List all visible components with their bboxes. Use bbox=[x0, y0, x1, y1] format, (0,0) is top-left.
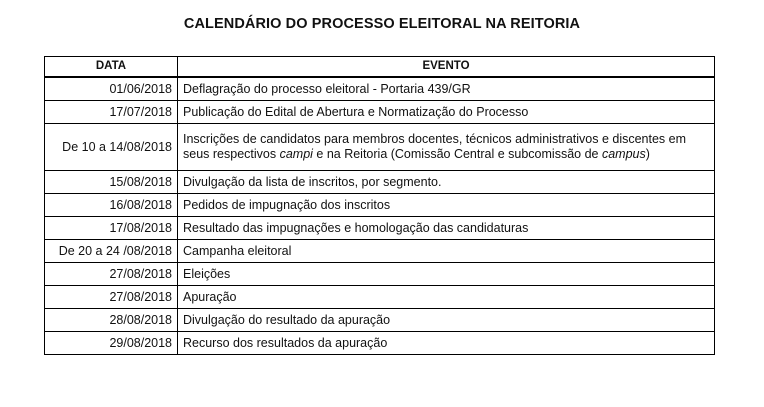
row-date: De 10 a 14/08/2018 bbox=[45, 124, 178, 171]
table-row bbox=[45, 77, 715, 101]
row-date: 16/08/2018 bbox=[45, 194, 178, 217]
table-header-row bbox=[45, 57, 715, 78]
row-date: 28/08/2018 bbox=[45, 309, 178, 332]
row-date: 29/08/2018 bbox=[45, 332, 178, 355]
calendar-table bbox=[44, 56, 715, 355]
table-row bbox=[45, 240, 715, 263]
row-date: 01/06/2018 bbox=[45, 77, 178, 101]
event-text: Inscrições de candidatos para membros docentes, técnicos administrativos e discentes em seus respectivos bbox=[183, 132, 687, 161]
page-title: CALENDÁRIO DO PROCESSO ELEITORAL NA REITORIA bbox=[183, 16, 581, 32]
table-row bbox=[45, 171, 715, 194]
row-date: 17/07/2018 bbox=[45, 101, 178, 124]
row-event: Resultado das impugnações e homologação das candidaturas bbox=[178, 217, 715, 240]
row-event: Divulgação do resultado da apuração bbox=[178, 309, 715, 332]
event-text: e na Reitoria (Comissão Central e subcomissão de bbox=[312, 147, 602, 161]
row-date: 27/08/2018 bbox=[45, 263, 178, 286]
table-row bbox=[45, 101, 715, 124]
row-event: Eleições bbox=[178, 263, 715, 286]
row-event: Campanha eleitoral bbox=[178, 240, 715, 263]
column-header-event: EVENTO bbox=[178, 57, 715, 78]
row-event: Apuração bbox=[178, 286, 715, 309]
row-date: De 20 a 24 /08/2018 bbox=[45, 240, 178, 263]
table-row bbox=[45, 263, 715, 286]
row-event: Divulgação da lista de inscritos, por segmento. bbox=[178, 171, 715, 194]
row-date: 17/08/2018 bbox=[45, 217, 178, 240]
table-row bbox=[45, 309, 715, 332]
row-date: 27/08/2018 bbox=[45, 286, 178, 309]
row-event: Publicação do Edital de Abertura e Normatização do Processo bbox=[178, 101, 715, 124]
row-event: Deflagração do processo eleitoral - Portaria 439/GR bbox=[178, 77, 715, 101]
table-row bbox=[45, 217, 715, 240]
row-date: 15/08/2018 bbox=[45, 171, 178, 194]
row-event: Recurso dos resultados da apuração bbox=[178, 332, 715, 355]
table-row bbox=[45, 194, 715, 217]
row-event: Pedidos de impugnação dos inscritos bbox=[178, 194, 715, 217]
event-text-italic: campus bbox=[601, 147, 646, 161]
event-text: ) bbox=[645, 147, 650, 161]
table-row bbox=[45, 124, 715, 171]
column-header-date: DATA bbox=[45, 57, 178, 78]
row-event bbox=[178, 124, 715, 171]
table-row bbox=[45, 286, 715, 309]
event-text-italic: campi bbox=[279, 147, 313, 161]
table-row bbox=[45, 332, 715, 355]
